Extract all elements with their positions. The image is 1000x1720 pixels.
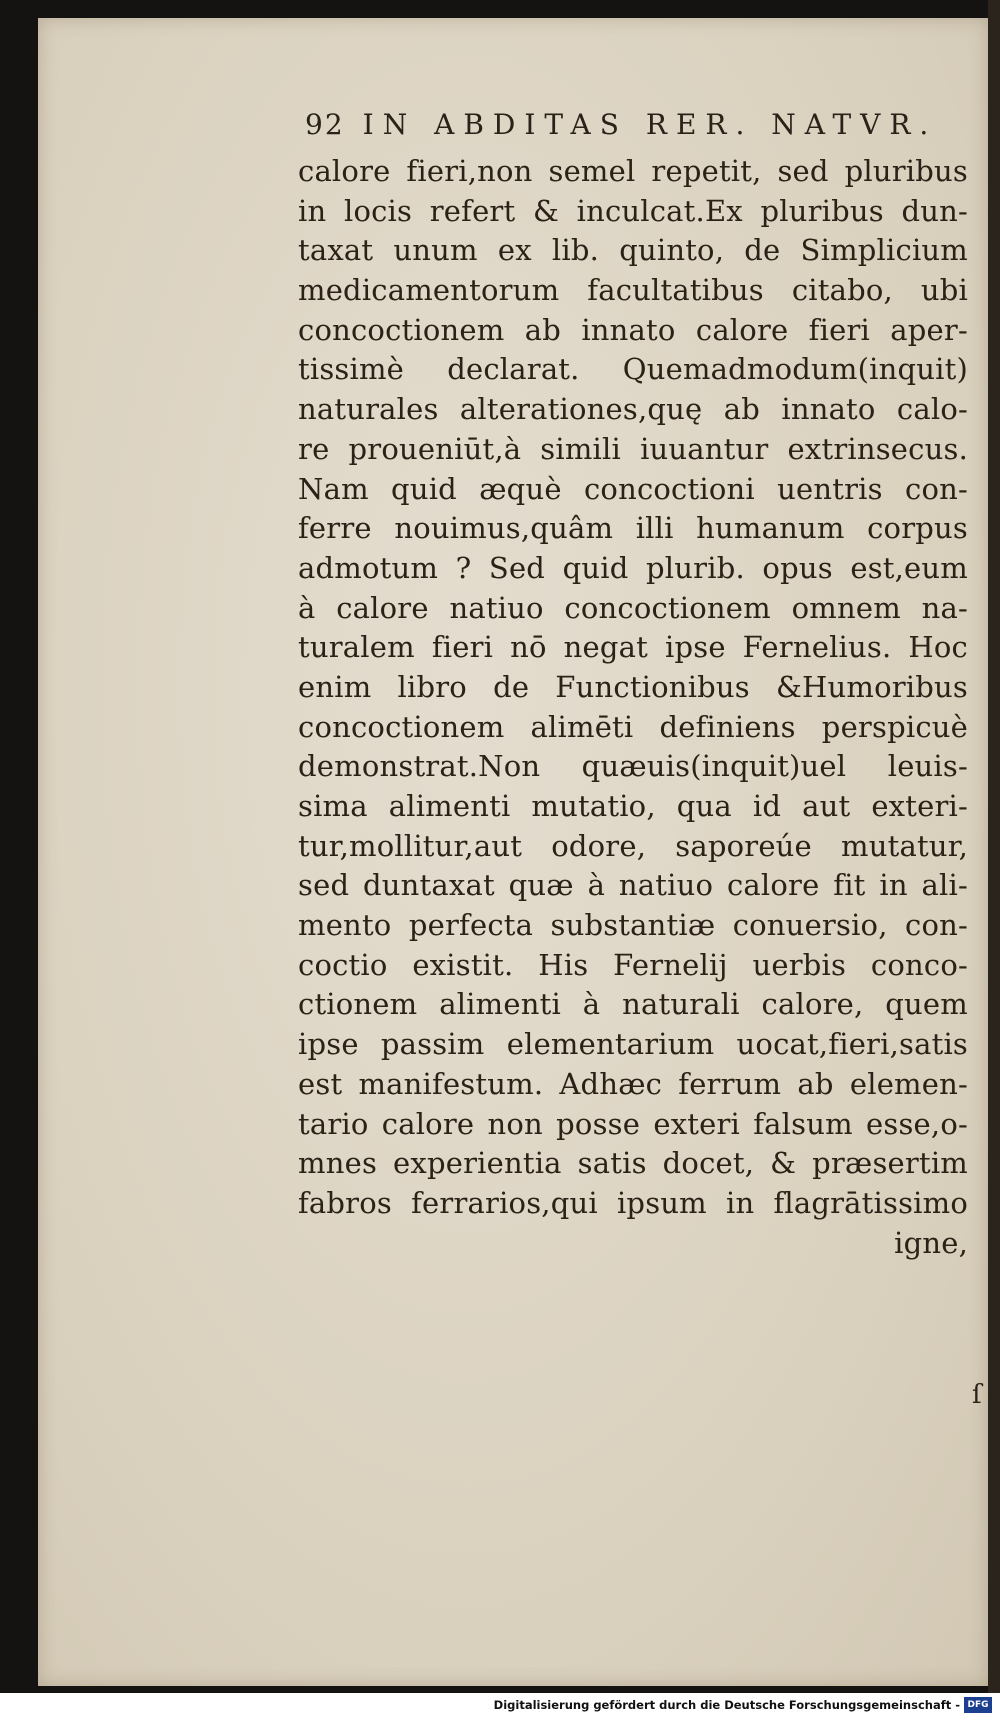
text-line: calore fieri,non semel repetit, sed pluribus (298, 154, 968, 188)
text-line: turalem fieri nō negat ipse Fernelius. Hoc (298, 630, 968, 665)
text-line: ctionem alimenti à naturali calore, quem (298, 987, 968, 1022)
text-line: est manifestum. Adhæc ferrum ab elemen- (298, 1066, 968, 1101)
text-line: enim libro de Functionibus &Humoribus (298, 669, 968, 704)
text-line: tur,mollitur,aut odore, saporeúe mutatur, (298, 828, 968, 863)
page-edge-shadow (988, 0, 1000, 1693)
text-line: mento perfecta substantiæ conuersio, con- (298, 908, 968, 943)
text-line: ferre nouimus,quâm illi humanum corpus (298, 511, 968, 546)
footer-credit: Digitalisierung gefördert durch die Deutsche Forschungsgemeinschaft - (493, 1698, 960, 1712)
text-line: tissimè declarat. Quemadmodum(inquit) (298, 352, 968, 387)
text-line: ipse passim elementarium uocat,fieri,satis (298, 1027, 968, 1062)
text-line: medicamentorum facultatibus citabo, ubi (298, 273, 968, 308)
text-line: sima alimenti mutatio, qua id aut exteri- (298, 789, 968, 823)
body-text (298, 152, 968, 1263)
digitization-footer (0, 1693, 1000, 1720)
text-line: concoctionem ab innato calore fieri aper- (298, 312, 968, 347)
text-line: naturales alterationes,quę ab innato calo- (298, 392, 968, 427)
text-line: fabros ferrarios,qui ipsum in flagrātissimo (298, 1185, 968, 1220)
running-header (305, 108, 937, 141)
catchword: igne, (894, 1225, 968, 1260)
text-line: à calore natiuo concoctionem omnem na- (298, 590, 968, 625)
text-line: tario calore non posse exteri falsum esse,o- (298, 1106, 968, 1141)
text-line: in locis refert & inculcat.Ex pluribus dun- (298, 193, 968, 228)
text-line: demonstrat.Non quæuis(inquit)uel leuis- (298, 749, 968, 784)
text-line: concoctionem alimēti definiens perspicuè (298, 709, 968, 744)
text-line: Nam quid æquè concoctioni uentris con- (298, 471, 968, 506)
text-line: coctio existit. His Fernelij uerbis conco- (298, 947, 968, 982)
text-line: mnes experientia satis docet, & præsertim (298, 1146, 968, 1181)
running-title: IN ABDITAS RER. NATVR. (362, 108, 938, 141)
dfg-logo: DFG (964, 1697, 992, 1713)
text-line: sed duntaxat quæ à natiuo calore fit in ali- (298, 868, 968, 903)
margin-mark: ſ (972, 1380, 982, 1410)
text-line: admotum ? Sed quid plurib. opus est,eum (298, 550, 968, 585)
text-line: re proueniūt,à simili iuuantur extrinsecus. (298, 431, 968, 466)
page-number: 92 (305, 108, 345, 141)
text-line: taxat unum ex lib. quinto, de Simplicium (298, 233, 968, 268)
